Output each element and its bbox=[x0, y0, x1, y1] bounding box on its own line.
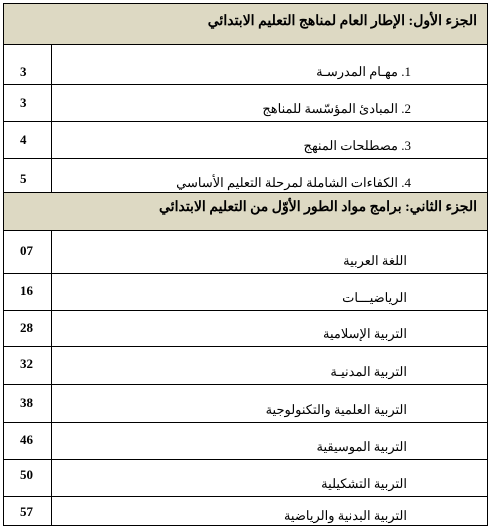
entry-cell bbox=[52, 45, 487, 84]
page-number: 3 bbox=[4, 45, 52, 84]
page-number: 5 bbox=[4, 159, 52, 192]
entry-cell bbox=[52, 311, 487, 346]
toc-row[interactable] bbox=[4, 311, 487, 347]
toc-row[interactable] bbox=[4, 85, 487, 122]
page-number: 4 bbox=[4, 122, 52, 158]
entry-title: 1. مهـام المدرسـة bbox=[316, 64, 411, 79]
entry-title: التربية الإسلامية bbox=[323, 326, 407, 341]
entry-title: التربية التشكيلية bbox=[321, 476, 407, 491]
page-number: 3 bbox=[4, 85, 52, 121]
section-title: الجزء الأول: الإطار العام لمناهج التعليم الابتدائي bbox=[207, 14, 477, 29]
entry-title: الرياضيـــات bbox=[342, 290, 407, 305]
entry-cell bbox=[52, 347, 487, 384]
toc-row[interactable] bbox=[4, 159, 487, 193]
page-number: 57 bbox=[4, 497, 52, 525]
entry-cell bbox=[52, 385, 487, 422]
toc-row[interactable] bbox=[4, 45, 487, 85]
page-number: 28 bbox=[4, 311, 52, 346]
entry-cell bbox=[52, 231, 487, 273]
toc-row[interactable] bbox=[4, 423, 487, 460]
entry-cell bbox=[52, 159, 487, 192]
section-header-part1 bbox=[4, 4, 487, 45]
entry-title: التربية العلمية والتكنولوجية bbox=[265, 402, 407, 417]
entry-cell bbox=[52, 423, 487, 459]
toc-row[interactable] bbox=[4, 460, 487, 497]
entry-title: التربية الموسيقية bbox=[316, 439, 407, 454]
entry-title: التربية البدنية والرياضية bbox=[283, 508, 407, 523]
toc-row[interactable] bbox=[4, 231, 487, 274]
toc-row[interactable] bbox=[4, 274, 487, 311]
entry-title: اللغة العربية bbox=[343, 253, 407, 268]
toc-row[interactable] bbox=[4, 385, 487, 423]
entry-cell bbox=[52, 460, 487, 496]
entry-cell bbox=[52, 497, 487, 525]
page-number: 46 bbox=[4, 423, 52, 459]
page-number: 32 bbox=[4, 347, 52, 384]
page-number: 07 bbox=[4, 231, 52, 273]
entry-cell bbox=[52, 85, 487, 121]
section-title: الجزء الثاني: برامج مواد الطور الأوّل من التعليم الابتدائي bbox=[159, 200, 477, 215]
table-of-contents bbox=[3, 3, 488, 526]
entry-title: 4. الكفاءات الشاملة لمرحلة التعليم الأساسي bbox=[176, 175, 411, 190]
section-header-part2 bbox=[4, 193, 487, 231]
entry-cell bbox=[52, 122, 487, 158]
toc-row[interactable] bbox=[4, 347, 487, 385]
entry-title: 2. المبادئ المؤسّسة للمناهج bbox=[262, 101, 411, 116]
toc-row[interactable] bbox=[4, 497, 487, 525]
toc-row[interactable] bbox=[4, 122, 487, 159]
entry-title: 3. مصطلحات المنهج bbox=[303, 138, 411, 153]
entry-title: التربية المدنيـة bbox=[330, 364, 407, 379]
page-number: 38 bbox=[4, 385, 52, 422]
entry-cell bbox=[52, 274, 487, 310]
page-number: 16 bbox=[4, 274, 52, 310]
page-number: 50 bbox=[4, 460, 52, 496]
